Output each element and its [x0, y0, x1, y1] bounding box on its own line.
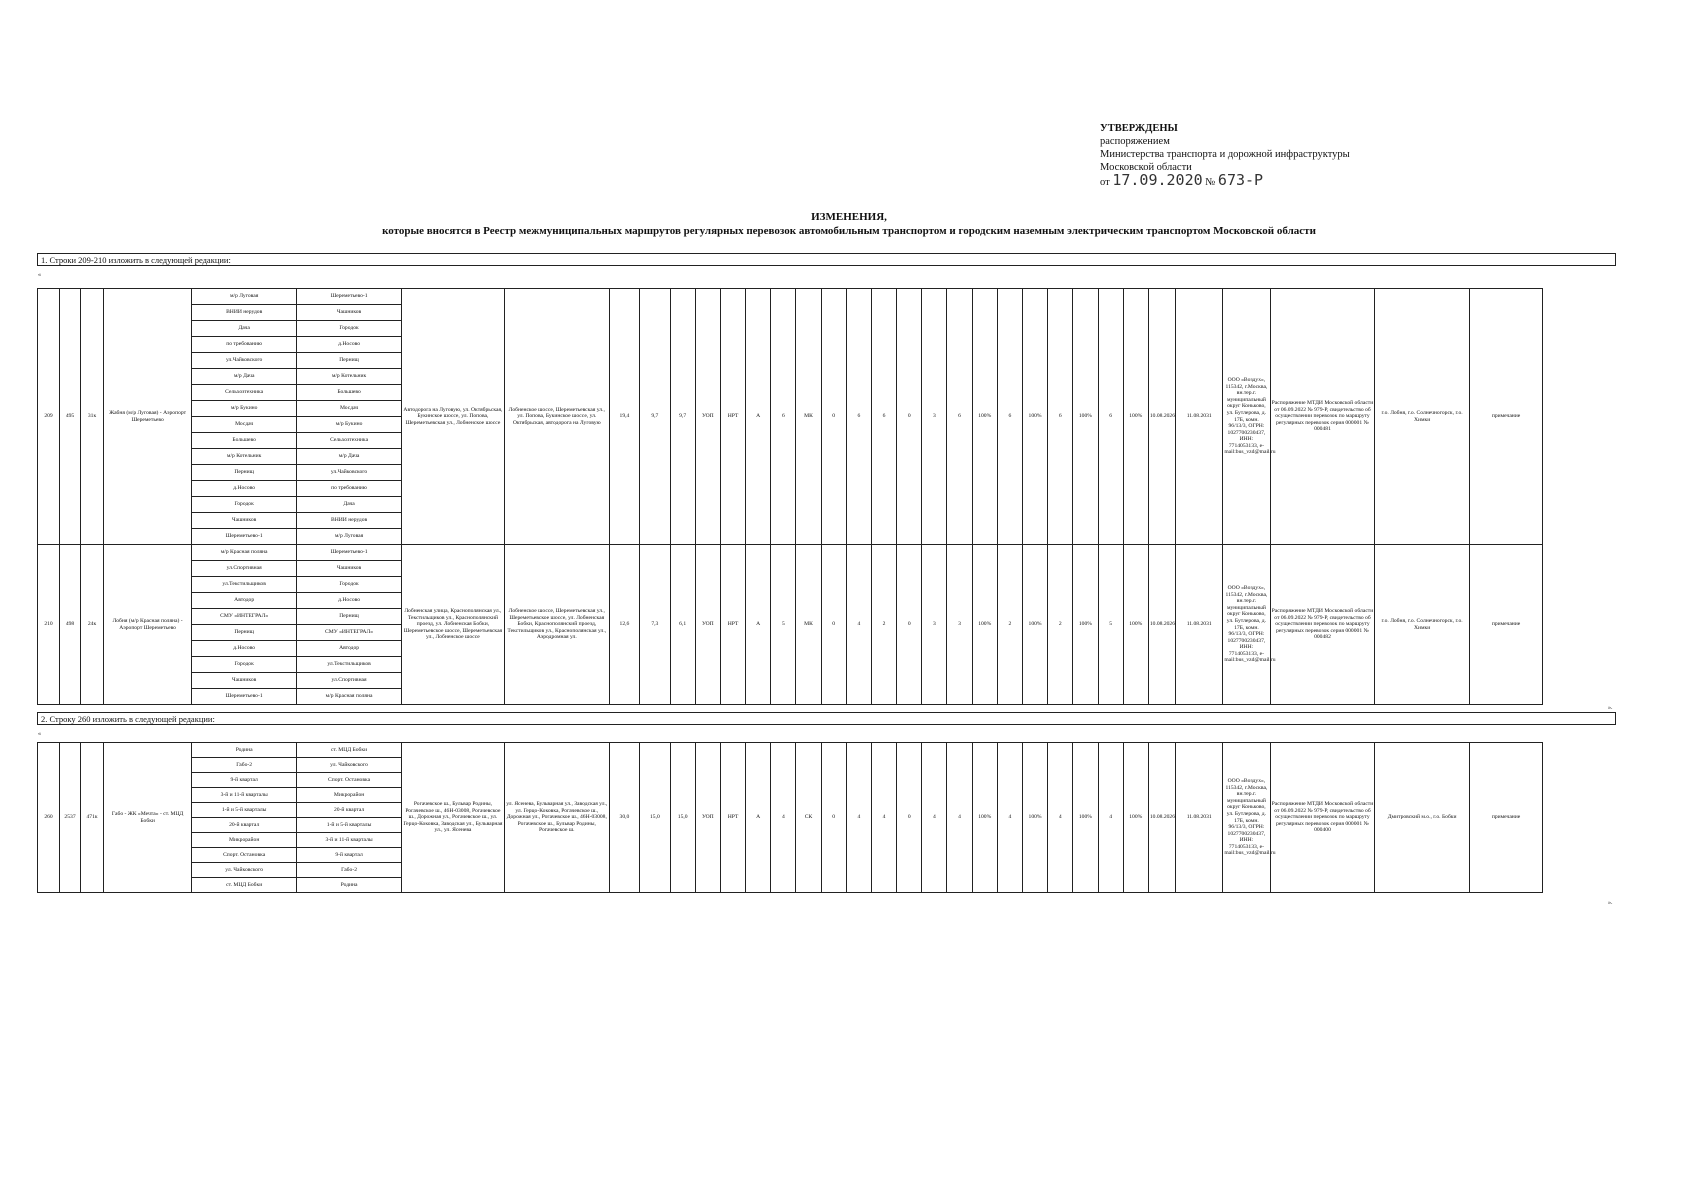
value-cell-q2: 6 — [997, 289, 1022, 545]
value-cell-q3: 4 — [1048, 743, 1073, 893]
register-table-1 — [37, 288, 1617, 705]
stop-backward-cell: СМУ «ИНТЕГРАЛ» — [297, 625, 402, 641]
approval-number: 673-Р — [1217, 171, 1264, 189]
approval-from: от — [1100, 177, 1110, 188]
value-cell-c5: 3 — [922, 289, 947, 545]
approval-line: распоряжением — [1100, 136, 1170, 147]
value-cell-len-bwd: 9,7 — [640, 289, 670, 545]
end-date-cell: 11.08.2031 — [1176, 545, 1223, 705]
stop-backward-cell: 3-й и 11-й кварталы — [297, 833, 402, 848]
note-cell: примечание — [1469, 743, 1542, 893]
stop-backward-cell: Чашников — [297, 561, 402, 577]
stop-backward-cell: Большево — [297, 385, 402, 401]
streets-backward-cell: Лобненское шоссе, Шереметьевская ул., Шереметьевское шоссе, ул. Лобненская Бобки, Краснополянский проезд, Текстильщиков ул., Краснополянская ул., Аэродромная ул. — [504, 545, 609, 705]
stop-backward-cell: Дача — [297, 497, 402, 513]
document-cell: Распоряжение МТДИ Московской области от 06.09.2022 № 979-Р, свидетельство об осуществлении перевозок по маршруту регулярных перевозок серия 000001 № 000482 — [1270, 545, 1375, 705]
value-cell-p1: 100% — [972, 289, 997, 545]
stop-backward-cell: м/р Котельник — [297, 369, 402, 385]
value-cell-q4: 6 — [1098, 289, 1123, 545]
stop-forward-cell: Мосдач — [192, 417, 297, 433]
stop-backward-cell: Спорт. Остановка — [297, 773, 402, 788]
document-cell: Распоряжение МТДИ Московской области от 06.09.2022 № 979-Р, свидетельство об осуществлении перевозок по маршруту регулярных перевозок серия 000001 № 000400 — [1270, 743, 1375, 893]
start-date-cell: 10.08.2026 — [1148, 289, 1175, 545]
value-cell-c5: 4 — [922, 743, 947, 893]
value-cell-c3: 4 — [871, 743, 896, 893]
section-2-open-quote: « — [38, 731, 41, 737]
stop-backward-cell: Пернищ — [297, 609, 402, 625]
value-cell-c1: 0 — [821, 743, 846, 893]
value-cell-q4: 5 — [1098, 545, 1123, 705]
carrier-cell: ООО «Воздух», 115342, г.Москва, вн.тер.г. муниципальный округ Коньково, ул. Бутлерова, д. 17Б, комн. 96/13/3, ОГРН: 1027700230437, ИНН: 7714053133, e-mail:bus_vzd@mail.ru — [1223, 743, 1270, 893]
value-cell-p4: 100% — [1123, 289, 1148, 545]
stop-forward-cell: Габо-2 — [192, 758, 297, 773]
value-cell-len3: 15,0 — [670, 743, 695, 893]
section-2-close-mark: ». — [1608, 900, 1613, 906]
value-cell-c3: 2 — [871, 545, 896, 705]
value-cell-vcount: 4 — [771, 743, 796, 893]
route-number-cell: 31к — [81, 289, 104, 545]
stop-backward-cell: Габо-2 — [297, 863, 402, 878]
value-cell-tariff: НРТ — [720, 289, 745, 545]
stop-forward-cell: Чашников — [192, 513, 297, 529]
stop-backward-cell: Автодор — [297, 641, 402, 657]
table-row — [38, 545, 1617, 561]
value-cell-order: УОП — [695, 289, 720, 545]
stop-backward-cell: Чашников — [297, 305, 402, 321]
value-cell-p1: 100% — [972, 545, 997, 705]
start-date-cell: 10.08.2026 — [1148, 545, 1175, 705]
value-cell-vsize: СК — [796, 743, 821, 893]
start-date-cell: 10.08.2026 — [1148, 743, 1175, 893]
streets-backward-cell: ул. Ясенева, Бульварная ул., Заводская ул., ул. Герцо-Коковка, Рогачевское ш., Дорожная ул., Рогачевское ш., 46Н-03008, Рогачевское ш., Бульвар Родины, Рогачевское ш. — [504, 743, 609, 893]
approval-title: УТВЕРЖДЕНЫ — [1100, 123, 1178, 134]
route-name-cell: Жабня (м/р Луговая) - Аэропорт Шереметьево — [104, 289, 192, 545]
stop-backward-cell: Городок — [297, 577, 402, 593]
stop-backward-cell: Мосдач — [297, 401, 402, 417]
stop-backward-cell: по требованию — [297, 481, 402, 497]
value-cell-c6: 6 — [947, 289, 972, 545]
document-title — [0, 210, 1698, 238]
value-cell-c6: 4 — [947, 743, 972, 893]
stop-backward-cell: 9-й квартал — [297, 848, 402, 863]
value-cell-len-bwd: 15,0 — [640, 743, 670, 893]
stop-forward-cell: 1-й и 5-й кварталы — [192, 803, 297, 818]
stop-forward-cell: 3-й и 11-й кварталы — [192, 788, 297, 803]
stop-forward-cell: м/р Дача — [192, 369, 297, 385]
value-cell-c4: 0 — [897, 289, 922, 545]
route-number-cell: 24к — [81, 545, 104, 705]
row-number-cell: 210 — [38, 545, 60, 705]
stop-forward-cell: Родина — [192, 743, 297, 758]
route-number-cell: 471к — [81, 743, 104, 893]
value-cell-len3: 9,7 — [670, 289, 695, 545]
stop-backward-cell: Сельхозтехника — [297, 433, 402, 449]
stop-backward-cell: м/р Луговая — [297, 529, 402, 545]
stop-forward-cell: Чашников — [192, 673, 297, 689]
stop-forward-cell: м/р Красная поляна — [192, 545, 297, 561]
route-name-cell: Габо - ЖК «Мечта» - ст. МЦД Бобки — [104, 743, 192, 893]
stop-forward-cell: Микрорайон — [192, 833, 297, 848]
row-number-cell: 209 — [38, 289, 60, 545]
value-cell-p2: 100% — [1022, 289, 1047, 545]
stop-backward-cell: Родина — [297, 878, 402, 893]
stop-forward-cell: м/р Букино — [192, 401, 297, 417]
stop-backward-cell: 20-й квартал — [297, 803, 402, 818]
stop-backward-cell: м/р Дача — [297, 449, 402, 465]
municipality-cell: Дмитровский м.о., г.о. Бобки — [1375, 743, 1469, 893]
stop-forward-cell: СМУ «ИНТЕГРАЛ» — [192, 609, 297, 625]
value-cell-c1: 0 — [821, 289, 846, 545]
stop-forward-cell: Сельхозтехника — [192, 385, 297, 401]
value-cell-q4: 4 — [1098, 743, 1123, 893]
value-cell-vcount: 6 — [771, 289, 796, 545]
value-cell-vclass: А — [746, 289, 771, 545]
end-date-cell: 11.08.2031 — [1176, 289, 1223, 545]
value-cell-vcount: 5 — [771, 545, 796, 705]
table-row — [38, 289, 1617, 305]
stop-backward-cell: д.Носово — [297, 593, 402, 609]
carrier-cell: ООО «Воздух», 115342, г.Москва, вн.тер.г. муниципальный округ Коньково, ул. Бутлерова, д. 17Б, комн. 96/13/3, ОГРН: 1027700230437, ИНН: 7714053133, e-mail:bus_vzd@mail.ru — [1223, 289, 1270, 545]
value-cell-vsize: МК — [796, 545, 821, 705]
stop-backward-cell: Шереметьево-1 — [297, 545, 402, 561]
value-cell-tariff: НРТ — [720, 743, 745, 893]
municipality-cell: г.о. Лобня, г.о. Солнечногорск, г.о. Химки — [1375, 289, 1469, 545]
stop-forward-cell: Дача — [192, 321, 297, 337]
stop-backward-cell: ул.Чайковского — [297, 465, 402, 481]
value-cell-q2: 4 — [997, 743, 1022, 893]
stop-backward-cell: д.Носово — [297, 337, 402, 353]
route-name-cell: Лобня (м/р Красная поляна) - Аэропорт Шереметьево — [104, 545, 192, 705]
section-2-label: 2. Строку 260 изложить в следующей редакции: — [37, 712, 1616, 725]
section-1-label: 1. Строки 209-210 изложить в следующей редакции: — [37, 253, 1616, 266]
value-cell-p1: 100% — [972, 743, 997, 893]
value-cell-c4: 0 — [897, 545, 922, 705]
streets-forward-cell: Рогачевское ш., Бульвар Родины, Рогачевское ш., 46Н-03008, Рогачевское ш., Дорожная ул., Рогачевское ш., ул. Герцо-Коковка, Заводская ул., Бульварная ул., ул. Ясенева — [402, 743, 505, 893]
stop-forward-cell: по требованию — [192, 337, 297, 353]
stop-forward-cell: Большево — [192, 433, 297, 449]
approval-line: Московской области — [1100, 162, 1192, 173]
stop-backward-cell: ул.Спортивная — [297, 673, 402, 689]
stop-forward-cell: Шереметьево-1 — [192, 529, 297, 545]
section-1-close-mark: ». — [1608, 705, 1613, 711]
document-cell: Распоряжение МТДИ Московской области от 06.09.2022 № 979-Р, свидетельство об осуществлении перевозок по маршруту регулярных перевозок серия 000001 № 000481 — [1270, 289, 1375, 545]
stop-forward-cell: Шереметьево-1 — [192, 689, 297, 705]
value-cell-c2: 4 — [846, 743, 871, 893]
registration-number-cell: 498 — [60, 545, 81, 705]
streets-forward-cell: Автодорога на Луговую, ул. Октябрьская, Букинское шоссе, ул. Попова, Шереметьевская ул., Лобненское шоссе — [402, 289, 505, 545]
stop-forward-cell: м/р Луговая — [192, 289, 297, 305]
value-cell-p3: 100% — [1073, 743, 1098, 893]
value-cell-order: УОП — [695, 545, 720, 705]
stop-forward-cell: Городок — [192, 497, 297, 513]
stop-backward-cell: ВНИИ нерудов — [297, 513, 402, 529]
value-cell-vclass: А — [746, 545, 771, 705]
stop-forward-cell: ВНИИ нерудов — [192, 305, 297, 321]
value-cell-vsize: МК — [796, 289, 821, 545]
value-cell-c1: 0 — [821, 545, 846, 705]
stop-backward-cell: ул. Чайковского — [297, 758, 402, 773]
value-cell-p3: 100% — [1073, 545, 1098, 705]
section-1-open-quote: « — [38, 272, 41, 278]
approval-line: Министерства транспорта и дорожной инфраструктуры — [1100, 149, 1350, 160]
registration-number-cell: 2537 — [60, 743, 81, 893]
stop-backward-cell: 1-й и 5-й кварталы — [297, 818, 402, 833]
value-cell-q2: 2 — [997, 545, 1022, 705]
value-cell-p4: 100% — [1123, 743, 1148, 893]
value-cell-c4: 0 — [897, 743, 922, 893]
streets-forward-cell: Лобненская улица, Краснополянская ул., Текстильщиков ул., Краснополянский проезд, ул. Лобненская Бобки, Шереметьевское шоссе, Шереметьевская ул., Лобненское шоссе — [402, 545, 505, 705]
register-table-2 — [37, 742, 1617, 893]
stop-backward-cell: ул.Текстильщиков — [297, 657, 402, 673]
streets-backward-cell: Лобненское шоссе, Шереметьевская ул., ул. Попова, Букинское шоссе, ул. Октябрьская, автодорога на Луговую — [504, 289, 609, 545]
stop-forward-cell: Пернищ — [192, 465, 297, 481]
stop-forward-cell: ул.Текстильщиков — [192, 577, 297, 593]
value-cell-p2: 100% — [1022, 545, 1047, 705]
value-cell-len3: 6,1 — [670, 545, 695, 705]
end-date-cell: 11.08.2031 — [1176, 743, 1223, 893]
stop-forward-cell: ул. Чайковского — [192, 863, 297, 878]
row-number-cell: 260 — [38, 743, 60, 893]
value-cell-c2: 6 — [846, 289, 871, 545]
value-cell-len-bwd: 7,3 — [640, 545, 670, 705]
value-cell-len-fwd: 19,4 — [609, 289, 639, 545]
stop-forward-cell: Городок — [192, 657, 297, 673]
value-cell-c2: 4 — [846, 545, 871, 705]
stop-backward-cell: Городок — [297, 321, 402, 337]
stop-backward-cell: ст. МЦД Бобки — [297, 743, 402, 758]
stop-forward-cell: Спорт. Остановка — [192, 848, 297, 863]
value-cell-len-fwd: 30,0 — [609, 743, 639, 893]
stop-backward-cell: Микрорайон — [297, 788, 402, 803]
stop-forward-cell: 9-й квартал — [192, 773, 297, 788]
approval-no-sign: № — [1205, 177, 1216, 188]
stop-forward-cell: д.Носово — [192, 641, 297, 657]
note-cell: примечание — [1469, 545, 1542, 705]
stop-forward-cell: Автодор — [192, 593, 297, 609]
value-cell-p2: 100% — [1022, 743, 1047, 893]
approval-date: 17.09.2020 — [1112, 171, 1203, 189]
stop-forward-cell: ст. МЦД Бобки — [192, 878, 297, 893]
stop-forward-cell: м/р Котельник — [192, 449, 297, 465]
stop-backward-cell: Пернищ — [297, 353, 402, 369]
stop-backward-cell: Шереметьево-1 — [297, 289, 402, 305]
registration-number-cell: 495 — [60, 289, 81, 545]
value-cell-c3: 6 — [871, 289, 896, 545]
value-cell-q3: 2 — [1048, 545, 1073, 705]
carrier-cell: ООО «Воздух», 115342, г.Москва, вн.тер.г. муниципальный округ Коньково, ул. Бутлерова, д. 17Б, комн. 96/13/3, ОГРН: 1027700230437, ИНН: 7714053133, e-mail:bus_vzd@mail.ru — [1223, 545, 1270, 705]
stop-forward-cell: ул.Чайковского — [192, 353, 297, 369]
value-cell-vclass: А — [746, 743, 771, 893]
approval-block — [1100, 122, 1350, 189]
stop-forward-cell: ул.Спортивная — [192, 561, 297, 577]
stop-backward-cell: м/р Красная поляна — [297, 689, 402, 705]
approval-date-line — [1100, 171, 1350, 189]
note-cell: примечание — [1469, 289, 1542, 545]
value-cell-c6: 3 — [947, 545, 972, 705]
value-cell-order: УОП — [695, 743, 720, 893]
stop-forward-cell: Пернищ — [192, 625, 297, 641]
document-title-subheading: которые вносятся в Реестр межмуниципальных маршрутов регулярных перевозок автомобильным транспортом и городским наземным электрическим транспортом Московской области — [382, 225, 1316, 237]
value-cell-c5: 3 — [922, 545, 947, 705]
value-cell-len-fwd: 12,6 — [609, 545, 639, 705]
stop-backward-cell: м/р Букино — [297, 417, 402, 433]
document-title-heading: ИЗМЕНЕНИЯ, — [811, 211, 887, 223]
value-cell-tariff: НРТ — [720, 545, 745, 705]
table-row — [38, 743, 1617, 758]
stop-forward-cell: д.Носово — [192, 481, 297, 497]
value-cell-p4: 100% — [1123, 545, 1148, 705]
value-cell-q3: 6 — [1048, 289, 1073, 545]
value-cell-p3: 100% — [1073, 289, 1098, 545]
municipality-cell: г.о. Лобня, г.о. Солнечногорск, г.о. Химки — [1375, 545, 1469, 705]
stop-forward-cell: 20-й квартал — [192, 818, 297, 833]
